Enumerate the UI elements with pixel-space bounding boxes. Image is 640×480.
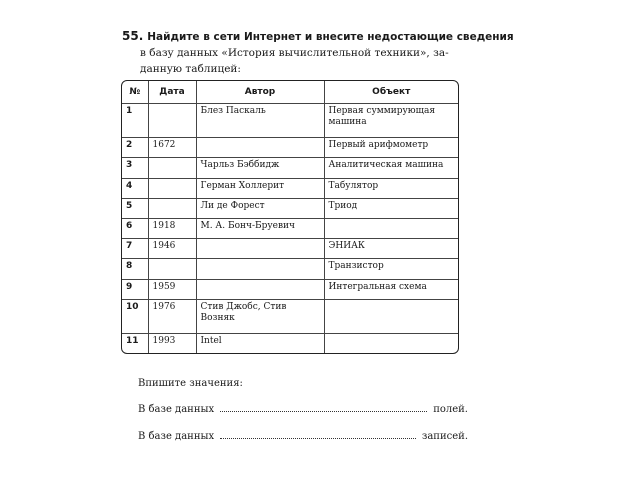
task-line-1-text: Найдите в сети Интернет и внесите недостающие сведения [147, 31, 514, 43]
table-row [122, 158, 458, 178]
cell-object: Первая суммирующая машина [324, 104, 458, 138]
cell-object: Транзистор [324, 259, 458, 279]
cell-author: Блез Паскаль [196, 104, 324, 138]
cell-number: 9 [122, 279, 148, 299]
task-text [122, 28, 514, 77]
cell-number: 7 [122, 239, 148, 259]
cell-date [148, 259, 196, 279]
cell-date: 1959 [148, 279, 196, 299]
cell-object: Первый арифмометр [324, 138, 458, 158]
fill-line-2-prefix: В базе данных [138, 431, 215, 442]
cell-author [196, 259, 324, 279]
header-author: Автор [196, 81, 324, 104]
table-row [122, 218, 458, 238]
fill-blank-records[interactable] [220, 430, 416, 439]
cell-object: Интегральная схема [324, 279, 458, 299]
table-row [122, 259, 458, 279]
table-row [122, 239, 458, 259]
cell-object [324, 333, 458, 353]
cell-author [196, 239, 324, 259]
cell-object: Триод [324, 198, 458, 218]
cell-author: Ли де Форест [196, 198, 324, 218]
cell-number: 5 [122, 198, 148, 218]
cell-object: Табулятор [324, 178, 458, 198]
cell-author [196, 279, 324, 299]
cell-date [148, 158, 196, 178]
cell-author: Герман Холлерит [196, 178, 324, 198]
cell-author: Стив Джобс, Стив Возняк [196, 299, 324, 333]
cell-date: 1946 [148, 239, 196, 259]
header-number: № [122, 81, 148, 104]
cell-number: 2 [122, 138, 148, 158]
cell-date: 1672 [148, 138, 196, 158]
fill-line-records [138, 430, 468, 442]
fill-blank-fields[interactable] [220, 403, 427, 412]
cell-date [148, 178, 196, 198]
header-date: Дата [148, 81, 196, 104]
table-row [122, 333, 458, 353]
cell-date: 1976 [148, 299, 196, 333]
cell-number: 11 [122, 333, 148, 353]
cell-author [196, 138, 324, 158]
fill-line-2-suffix: записей. [421, 431, 468, 442]
cell-number: 4 [122, 178, 148, 198]
table-row [122, 104, 458, 138]
task-line-2: в базу данных «История вычислительной техники», за- [140, 47, 449, 59]
cell-date: 1993 [148, 333, 196, 353]
cell-number: 8 [122, 259, 148, 279]
table-row [122, 178, 458, 198]
cell-date [148, 104, 196, 138]
table-row [122, 279, 458, 299]
cell-number: 3 [122, 158, 148, 178]
cell-object: ЭНИАК [324, 239, 458, 259]
cell-date [148, 198, 196, 218]
cell-object [324, 218, 458, 238]
cell-object [324, 299, 458, 333]
task-line-1 [122, 28, 514, 45]
cell-author: Intel [196, 333, 324, 353]
cell-date: 1918 [148, 218, 196, 238]
table-row [122, 138, 458, 158]
fill-line-fields [138, 403, 468, 415]
history-table [121, 80, 459, 354]
task-number: 55. [122, 29, 144, 43]
cell-author: М. А. Бонч-Бруевич [196, 218, 324, 238]
cell-number: 10 [122, 299, 148, 333]
fill-line-1-suffix: полей. [433, 404, 468, 415]
cell-object: Аналитическая машина [324, 158, 458, 178]
table-row [122, 299, 458, 333]
cell-number: 1 [122, 104, 148, 138]
header-object: Объект [324, 81, 458, 104]
table-header-row [122, 81, 458, 104]
cell-author: Чарльз Бэббидж [196, 158, 324, 178]
table-row [122, 198, 458, 218]
fill-line-1-prefix: В базе данных [138, 404, 215, 415]
task-line-3: данную таблицей: [140, 63, 241, 75]
cell-number: 6 [122, 218, 148, 238]
fill-title: Впишите значения: [138, 378, 243, 389]
table-body [122, 104, 458, 354]
